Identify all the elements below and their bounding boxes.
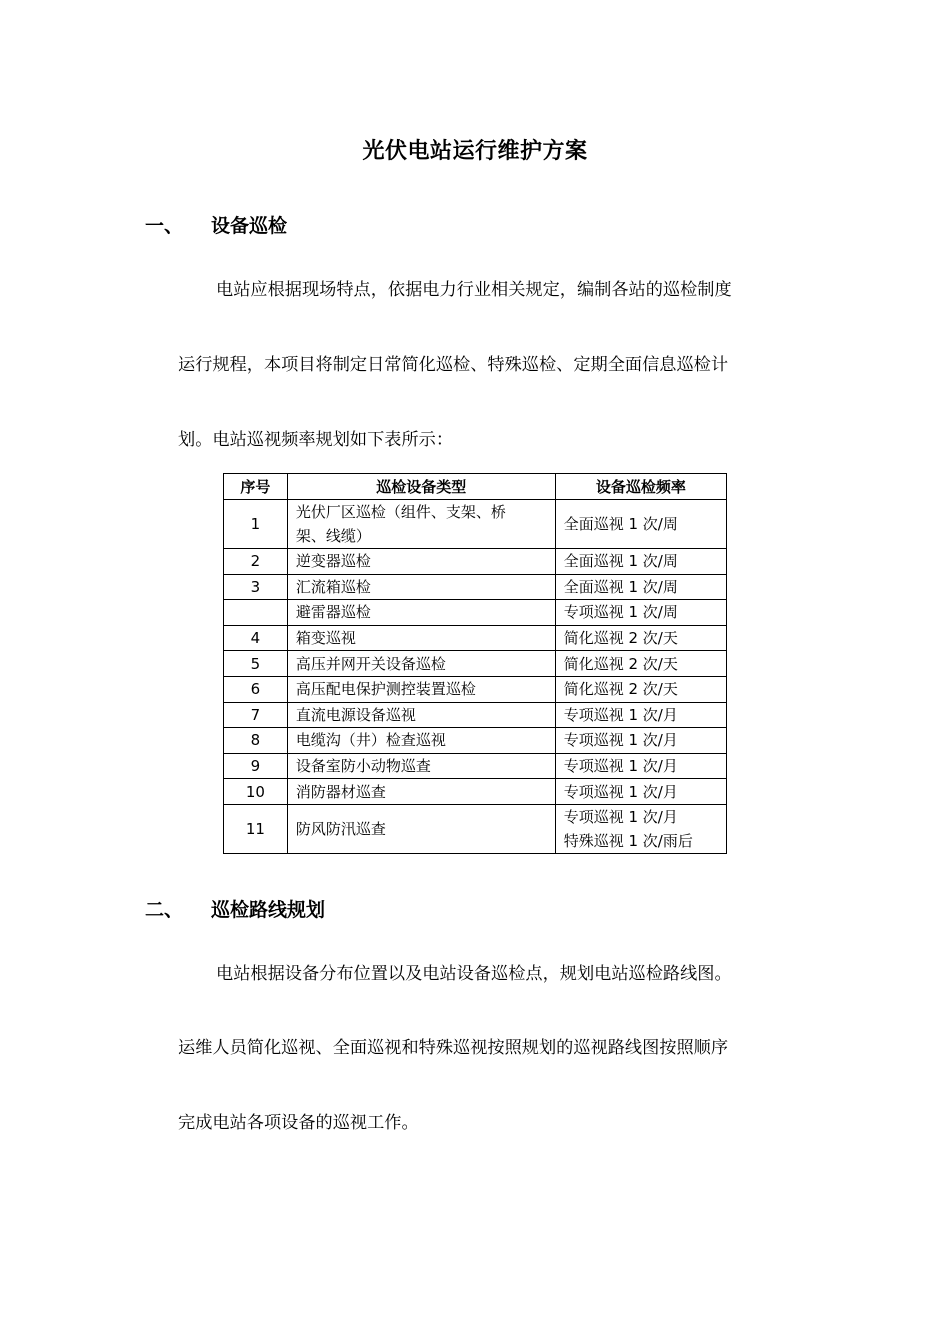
frequency-line: 简化巡视 2 次/天 [563, 629, 678, 648]
inspection-frequency [555, 779, 726, 805]
frequency-line: 特殊巡视 1 次/雨后 [563, 831, 693, 850]
section-2-line-3: 完成电站各项设备的巡视工作。 [178, 1113, 419, 1133]
equipment-type-line: 逆变器巡检 [295, 552, 371, 571]
frequency-line: 专项巡视 1 次/月 [563, 782, 678, 801]
table-row [224, 779, 727, 805]
inspection-frequency [555, 753, 726, 779]
row-number: 11 [224, 804, 288, 853]
equipment-type-line: 汇流箱巡检 [295, 577, 371, 596]
inspection-frequency [555, 651, 726, 677]
equipment-type [287, 676, 555, 702]
equipment-type-line: 箱变巡视 [295, 629, 356, 648]
row-number [224, 600, 288, 626]
table-row [224, 804, 727, 853]
section-2-line-1: 电站根据设备分布位置以及电站设备巡检点，规划电站巡检路线图。 [216, 964, 732, 984]
inspection-frequency [555, 549, 726, 575]
inspection-frequency [555, 676, 726, 702]
equipment-type-line: 架、线缆） [295, 527, 371, 545]
equipment-type [287, 574, 555, 600]
header-type: 巡检设备类型 [287, 474, 555, 500]
equipment-type [287, 600, 555, 626]
row-number: 9 [224, 753, 288, 779]
section-1-line-1: 电站应根据现场特点，依据电力行业相关规定，编制各站的巡检制度 [216, 280, 732, 300]
frequency-line: 简化巡视 2 次/天 [563, 680, 678, 699]
row-number: 10 [224, 779, 288, 805]
header-no: 序号 [224, 474, 288, 500]
row-number: 4 [224, 625, 288, 651]
table-row [224, 676, 727, 702]
section-2-heading [145, 895, 325, 922]
inspection-frequency [555, 702, 726, 728]
document-title: 光伏电站运行维护方案 [362, 139, 588, 164]
inspection-frequency [555, 500, 726, 549]
table-row [224, 549, 727, 575]
section-1-title: 设备巡检 [211, 215, 288, 237]
row-number: 3 [224, 574, 288, 600]
inspection-frequency [555, 625, 726, 651]
header-frequency: 设备巡检频率 [555, 474, 726, 500]
table-body [224, 500, 727, 854]
table-row [224, 600, 727, 626]
frequency-line: 专项巡视 1 次/周 [563, 603, 678, 622]
equipment-type [287, 651, 555, 677]
equipment-type-line: 高压配电保护测控装置巡检 [295, 680, 476, 699]
frequency-line: 专项巡视 1 次/月 [563, 705, 678, 724]
equipment-type [287, 625, 555, 651]
table-row [224, 702, 727, 728]
section-1-line-3: 划。电站巡视频率规划如下表所示： [178, 430, 454, 450]
frequency-line: 简化巡视 2 次/天 [563, 654, 678, 673]
table-row [224, 500, 727, 549]
table-row [224, 625, 727, 651]
equipment-type [287, 500, 555, 549]
frequency-line: 全面巡视 1 次/周 [563, 577, 678, 596]
equipment-type-line: 光伏厂区巡检（组件、支架、桥 [295, 503, 506, 521]
equipment-type [287, 702, 555, 728]
section-2-title: 巡检路线规划 [211, 899, 326, 921]
section-1-line-2: 运行规程，本项目将制定日常简化巡检、特殊巡检、定期全面信息巡检计 [178, 355, 729, 375]
section-2-line-2: 运维人员简化巡视、全面巡视和特殊巡视按照规划的巡视路线图按照顺序 [178, 1038, 729, 1058]
section-1-number: 一、 [145, 215, 184, 237]
equipment-type-line: 直流电源设备巡视 [295, 705, 416, 724]
inspection-frequency [555, 804, 726, 853]
section-1-heading [145, 211, 287, 238]
frequency-line: 全面巡视 1 次/周 [563, 515, 678, 533]
equipment-type [287, 779, 555, 805]
frequency-line: 专项巡视 1 次/月 [563, 757, 678, 776]
row-number: 7 [224, 702, 288, 728]
table-row [224, 753, 727, 779]
equipment-type-line: 电缆沟（井）检查巡视 [295, 731, 446, 750]
inspection-frequency [555, 600, 726, 626]
equipment-type-line: 高压并网开关设备巡检 [295, 654, 446, 673]
row-number: 6 [224, 676, 288, 702]
frequency-line: 全面巡视 1 次/周 [563, 552, 678, 571]
row-number: 2 [224, 549, 288, 575]
row-number: 5 [224, 651, 288, 677]
equipment-type [287, 804, 555, 853]
table-row [224, 728, 727, 754]
equipment-type [287, 549, 555, 575]
inspection-frequency [555, 728, 726, 754]
equipment-type [287, 728, 555, 754]
table-row [224, 651, 727, 677]
frequency-line: 专项巡视 1 次/月 [563, 807, 678, 826]
inspection-frequency [555, 574, 726, 600]
row-number: 8 [224, 728, 288, 754]
table-header-row [224, 474, 727, 500]
equipment-type-line: 避雷器巡检 [295, 603, 371, 622]
equipment-type-line: 防风防汛巡查 [295, 819, 386, 838]
frequency-line: 专项巡视 1 次/月 [563, 731, 678, 750]
section-2-number: 二、 [145, 899, 184, 921]
equipment-type-line: 消防器材巡查 [295, 782, 386, 801]
row-number: 1 [224, 500, 288, 549]
equipment-type-line: 设备室防小动物巡查 [295, 757, 431, 776]
equipment-type [287, 753, 555, 779]
table-row [224, 574, 727, 600]
inspection-frequency-table [223, 473, 727, 854]
